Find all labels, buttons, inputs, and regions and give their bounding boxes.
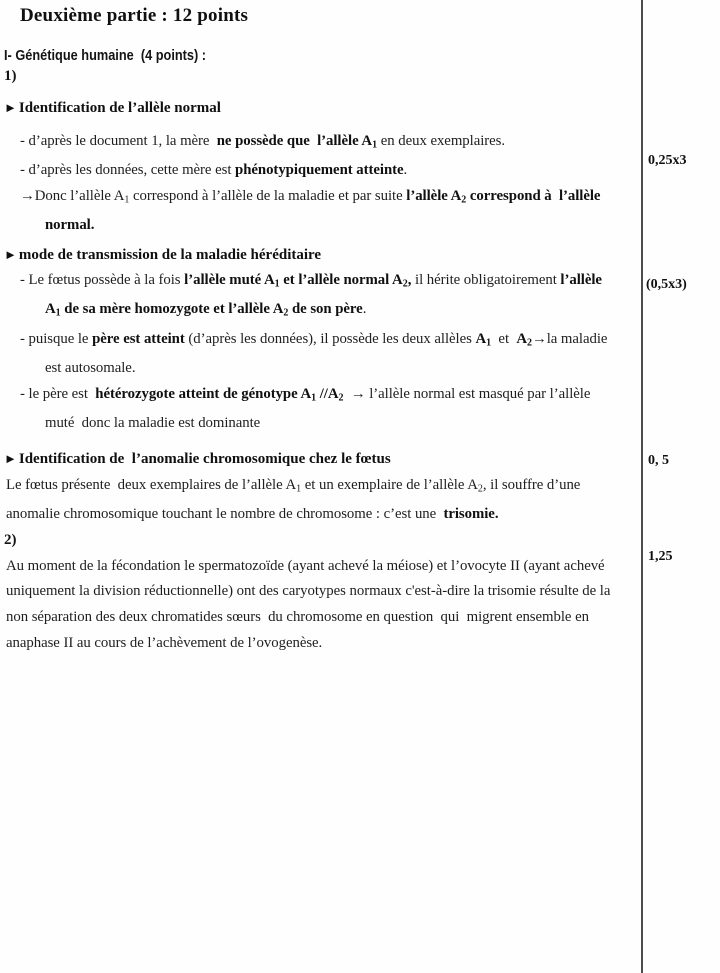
question-1-label: 1)	[4, 68, 17, 84]
answer-line-deux-exemplaires: Le fœtus présente deux exemplaires de l’allèle A1 et un exemplaire de l’allèle A2, il souffre d’une	[6, 477, 581, 495]
answer-line-pere-atteint: - puisque le père est atteint (d’après les données), il possède les deux allèles A1 et A2→la maladie	[20, 330, 608, 349]
section-title-genetique-humaine: I- Génétique humaine (4 points) :	[4, 48, 207, 64]
triangle-bullet-icon: ►	[4, 246, 17, 262]
answer-line-autosomale: est autosomale.	[45, 359, 136, 376]
score-mark-2: (0,5x3)	[646, 277, 687, 292]
answer-line-donc-allele: →Donc l’allèle A1 correspond à l’allèle de la maladie et par suite l’allèle A2 correspond à l’allèle	[20, 187, 601, 206]
answer-line-non-separation: non séparation des deux chromatides sœurs du chromosome en question qui migrent ensemble en	[6, 609, 589, 626]
heading-anomalie-chromosomique	[4, 446, 638, 473]
answer-line-trisomie: anomalie chromosomique touchant le nombre de chromosome : c’est une trisomie.	[6, 506, 499, 523]
answer-line-foetus-possede: - Le fœtus possède à la fois l’allèle muté A1 et l’allèle normal A2, il hérite obligatoirement l’allèle	[20, 272, 602, 290]
heading-text: Identification de l’allèle normal	[18, 100, 221, 116]
answer-line-mere-homozygote: A1 de sa mère homozygote et l’allèle A2 de son père.	[45, 301, 367, 319]
answer-line-phenotypiquement-atteinte: - d’après les données, cette mère est phénotypiquement atteinte.	[20, 161, 408, 178]
heading-text: mode de transmission de la maladie héréditaire	[18, 246, 322, 263]
heading-identification-allele-normal	[4, 95, 638, 122]
triangle-bullet-icon: ►	[4, 100, 17, 115]
marks-column-divider	[641, 0, 643, 973]
answer-column	[4, 0, 638, 657]
score-mark-3: 0, 5	[648, 453, 669, 468]
heading-mode-transmission	[4, 242, 638, 269]
score-mark-4: 1,25	[648, 549, 673, 564]
answer-line-fecondation: Au moment de la fécondation le spermatozoïde (ayant achevé la méiose) et l’ovocyte II (ayant achevé	[6, 557, 605, 574]
answer-line-mere-possede: - d’après le document 1, la mère ne possède que l’allèle A1 en deux exemplaires.	[20, 132, 506, 151]
answer-line-heterozygote: - le père est hétérozygote atteint de génotype A1 //A2 → l’allèle normal est masqué par l’allèle	[20, 385, 591, 404]
page-title: Deuxième partie : 12 points	[20, 5, 249, 26]
answer-line-anaphase: anaphase II au cours de l’achèvement de l’ovogenèse.	[6, 634, 323, 651]
score-mark-1: 0,25x3	[648, 153, 687, 168]
answer-line-dominante: muté donc la maladie est dominante	[45, 414, 261, 431]
answer-line-normal: normal.	[45, 216, 95, 233]
triangle-bullet-icon: ►	[4, 451, 17, 467]
answer-line-division-reductionnelle: uniquement la division réductionnelle) ont des caryotypes normaux c'est-à-dire la trisomie résulte de la	[6, 583, 611, 600]
question-2-label: 2)	[4, 532, 17, 549]
heading-text: Identification de l’anomalie chromosomique chez le fœtus	[18, 451, 391, 468]
